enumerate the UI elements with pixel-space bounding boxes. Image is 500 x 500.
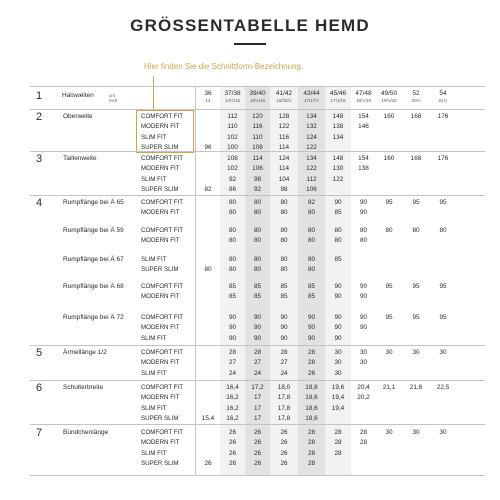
- fit-label: MODERN FIT: [141, 439, 180, 447]
- table-cell: 124: [278, 155, 290, 162]
- table-cell: 30: [334, 369, 342, 377]
- fit-hint-text: Hier finden Sie die Schnittform-Bezeichnung.: [144, 62, 304, 71]
- fit-label: SLIM FIT: [141, 133, 167, 141]
- measurement-label: Rumpflänge bei Ä 68: [63, 283, 124, 290]
- table-cell: 154: [358, 155, 369, 162]
- table-cell: 17,8: [277, 394, 291, 402]
- table-cell: 80: [280, 209, 288, 217]
- size-header-cell: [430, 91, 456, 103]
- table-cell: 28: [334, 449, 342, 457]
- table-cell: 90: [334, 283, 342, 290]
- table-cell: 106: [252, 165, 263, 173]
- title-underline: [234, 43, 266, 45]
- table-cell: 176: [437, 155, 449, 162]
- table-cell: 22,5: [436, 384, 450, 391]
- table-cell: 30: [359, 349, 368, 356]
- size-inch: 14½/15: [224, 97, 240, 103]
- table-cell: 106: [306, 185, 317, 193]
- table-cell: 100: [227, 143, 238, 151]
- table-cell: 134: [306, 155, 317, 162]
- table-cell: 18,6: [305, 404, 318, 412]
- row-divider: [30, 475, 485, 476]
- table-cell: 26: [253, 429, 262, 436]
- table-cell: 28: [307, 359, 316, 367]
- table-cell: 17: [253, 394, 262, 402]
- table-cell: 114: [278, 143, 290, 151]
- table-cell: 130: [332, 165, 344, 173]
- table-cell: 95: [385, 199, 393, 206]
- table-cell: 90: [307, 324, 316, 332]
- table-cell: 122: [306, 165, 317, 173]
- row-divider: [30, 345, 485, 346]
- table-cell: 85: [253, 293, 262, 301]
- table-cell: 85: [253, 283, 262, 290]
- table-cell: 28: [307, 459, 316, 467]
- table-cell: 95: [439, 314, 447, 321]
- table-cell: 124: [306, 133, 317, 141]
- table-cell: 20,2: [357, 394, 370, 402]
- measurement-label: Rumpflänge bei Ä 67: [63, 256, 124, 263]
- table-cell: 90: [228, 324, 237, 332]
- fit-label: COMFORT FIT: [141, 384, 184, 391]
- fit-label: SUPER SLIM: [141, 414, 179, 422]
- table-cell: 28: [280, 349, 288, 356]
- table-cell: 90: [359, 324, 368, 332]
- table-cell: 28: [307, 439, 316, 447]
- table-cell: 82: [204, 185, 212, 193]
- table-cell: 90: [334, 334, 342, 342]
- table-cell: 80: [253, 209, 262, 217]
- measurement-label: Ärmellänge 1/2: [63, 349, 107, 356]
- column-shade: [325, 86, 351, 475]
- size-inch: 18½/19: [355, 97, 371, 103]
- size-header-cell: [376, 91, 402, 103]
- table-cell: 19,6: [331, 384, 345, 391]
- size-inch: 20½: [411, 97, 421, 103]
- size-cm: 54: [439, 90, 447, 97]
- size-inch: 16/16½: [276, 97, 292, 103]
- size-header-cell: [351, 91, 376, 103]
- table-cell: 26: [253, 449, 262, 457]
- measurement-label: Rumpflänge bei Ä 72: [63, 314, 124, 321]
- table-cell: 80: [280, 256, 288, 263]
- table-cell: 85: [334, 256, 342, 263]
- unit-cm: cm: [109, 93, 115, 98]
- table-cell: 90: [359, 199, 368, 206]
- table-cell: 28: [334, 429, 342, 436]
- table-cell: 80: [359, 237, 368, 245]
- table-cell: 80: [228, 209, 237, 217]
- table-cell: 16,4: [226, 384, 239, 391]
- fit-label: MODERN FIT: [141, 123, 180, 131]
- table-cell: 90: [307, 334, 316, 342]
- table-cell: 176: [437, 113, 449, 120]
- header-unit: [109, 93, 117, 103]
- unit-inch: inch: [109, 98, 118, 103]
- table-cell: 17,8: [277, 414, 291, 422]
- table-cell: 132: [306, 123, 317, 131]
- table-cell: 90: [359, 293, 368, 301]
- fit-label: MODERN FIT: [141, 209, 180, 217]
- table-cell: 30: [359, 359, 368, 367]
- table-cell: 90: [334, 324, 342, 332]
- size-inch: 17/17½: [303, 97, 319, 103]
- table-cell: 80: [307, 256, 316, 263]
- fit-label: SLIM FIT: [141, 404, 167, 412]
- table-cell: 112: [227, 113, 238, 120]
- table-cell: 122: [278, 123, 290, 131]
- table-cell: 112: [306, 175, 317, 183]
- table-cell: 80: [228, 256, 237, 263]
- table-cell: 21,1: [382, 384, 396, 391]
- fit-label: MODERN FIT: [141, 237, 180, 245]
- table-cell: 95: [412, 199, 420, 206]
- table-cell: 20,4: [357, 384, 370, 391]
- table-cell: 90: [253, 324, 262, 332]
- table-cell: 95: [439, 283, 447, 290]
- table-cell: 30: [439, 349, 447, 356]
- measurement-label: Schulterbreite: [63, 384, 104, 391]
- table-cell: 90: [359, 283, 368, 290]
- table-cell: 85: [334, 209, 342, 217]
- table-cell: 18,6: [305, 394, 318, 402]
- row-divider: [30, 86, 485, 87]
- fit-label: COMFORT FIT: [141, 314, 184, 321]
- fit-label: COMFORT FIT: [141, 227, 184, 234]
- table-cell: 90: [228, 334, 237, 342]
- size-header-cell: [298, 91, 325, 103]
- table-cell: 80: [253, 256, 262, 263]
- table-cell: 90: [359, 209, 368, 217]
- fit-label: COMFORT FIT: [141, 429, 184, 436]
- size-cm: 43/44: [303, 90, 320, 97]
- measurement-label: Oberweite: [63, 113, 93, 120]
- table-cell: 96: [204, 143, 212, 151]
- table-cell: 90: [334, 199, 342, 206]
- table-cell: 138: [332, 123, 344, 131]
- row-number: 6: [36, 382, 43, 394]
- table-cell: 18,0: [277, 384, 291, 391]
- fit-label: MODERN FIT: [141, 293, 180, 301]
- table-cell: 30: [334, 349, 342, 356]
- table-cell: 30: [412, 429, 420, 436]
- table-cell: 82: [307, 199, 316, 206]
- table-cell: 18,6: [305, 414, 318, 422]
- table-cell: 80: [228, 199, 237, 206]
- fit-label: COMFORT FIT: [141, 113, 184, 120]
- table-cell: 18,8: [305, 384, 318, 391]
- table-cell: 160: [383, 155, 395, 162]
- size-inch: 19½/20: [381, 97, 397, 103]
- table-cell: 148: [332, 113, 344, 120]
- table-cell: 120: [252, 113, 263, 120]
- table-cell: 80: [253, 266, 262, 274]
- table-cell: 122: [306, 143, 317, 151]
- table-cell: 102: [227, 133, 238, 141]
- size-inch: 14: [205, 97, 211, 103]
- table-cell: 98: [253, 175, 262, 183]
- table-cell: 30: [385, 349, 393, 356]
- size-cm: 39/40: [249, 90, 266, 97]
- table-cell: 19,4: [331, 394, 345, 402]
- table-cell: 134: [306, 113, 317, 120]
- table-cell: 80: [307, 237, 316, 245]
- table-cell: 26: [253, 459, 262, 467]
- table-cell: 80: [280, 237, 288, 245]
- table-cell: 17,8: [277, 404, 291, 412]
- hint-connector-line: [153, 76, 154, 111]
- table-cell: 90: [334, 293, 342, 301]
- table-cell: 26: [228, 449, 237, 457]
- table-cell: 114: [252, 155, 263, 162]
- table-cell: 116: [278, 133, 290, 141]
- fit-label: COMFORT FIT: [141, 349, 184, 356]
- table-cell: 24: [253, 369, 262, 377]
- table-cell: 98: [280, 185, 288, 193]
- row-divider: [30, 109, 485, 110]
- table-cell: 80: [228, 227, 237, 234]
- table-cell: 90: [228, 314, 237, 321]
- table-cell: 80: [307, 209, 316, 217]
- table-cell: 90: [280, 314, 288, 321]
- row-number: 5: [36, 347, 43, 359]
- table-cell: 27: [253, 359, 262, 367]
- table-cell: 27: [280, 359, 288, 367]
- fit-label: SUPER SLIM: [141, 185, 179, 193]
- fit-label: SUPER SLIM: [141, 266, 179, 274]
- fit-label: MODERN FIT: [141, 165, 180, 173]
- table-cell: 80: [307, 266, 316, 274]
- table-cell: 85: [280, 293, 288, 301]
- size-inch: 15½/16: [249, 97, 265, 103]
- table-cell: 90: [280, 324, 288, 332]
- table-cell: 90: [280, 334, 288, 342]
- size-inch: 17½/18: [330, 97, 346, 103]
- table-cell: 148: [332, 155, 344, 162]
- table-cell: 110: [252, 133, 263, 141]
- fit-label: SUPER SLIM: [141, 143, 179, 151]
- table-cell: 26: [307, 369, 316, 377]
- table-cell: 28: [253, 349, 262, 356]
- row-number: 1: [36, 90, 43, 102]
- table-cell: 108: [252, 143, 263, 151]
- fit-label: SLIM FIT: [141, 256, 167, 263]
- table-cell: 95: [385, 283, 393, 290]
- table-cell: 95: [412, 314, 420, 321]
- fit-label: MODERN FIT: [141, 394, 180, 402]
- table-cell: 102: [227, 165, 238, 173]
- table-cell: 90: [253, 314, 262, 321]
- table-cell: 15,4: [201, 414, 215, 422]
- table-cell: 116: [252, 123, 263, 131]
- size-cm: 41/42: [275, 90, 293, 97]
- table-cell: 168: [410, 155, 422, 162]
- row-number: 2: [36, 111, 43, 123]
- measurement-label: Bündchenlänge: [63, 429, 109, 436]
- row-number: 7: [36, 427, 43, 439]
- table-cell: 26: [253, 439, 262, 447]
- table-cell: 108: [227, 155, 238, 162]
- table-cell: 80: [280, 199, 288, 206]
- table-cell: 95: [385, 314, 393, 321]
- table-cell: 17: [253, 414, 262, 422]
- size-cm: 36: [204, 90, 212, 97]
- table-cell: 90: [253, 334, 262, 342]
- table-cell: 26: [280, 429, 288, 436]
- table-cell: 168: [410, 113, 422, 120]
- table-cell: 128: [278, 113, 290, 120]
- table-cell: 28: [307, 429, 316, 436]
- table-cell: 26: [228, 459, 237, 467]
- fit-label: SLIM FIT: [141, 175, 167, 183]
- table-cell: 95: [439, 199, 447, 206]
- table-cell: 26: [280, 449, 288, 457]
- table-cell: 80: [204, 266, 212, 274]
- table-cell: 24: [228, 369, 237, 377]
- table-cell: 16,2: [226, 394, 239, 402]
- table-cell: 85: [307, 283, 316, 290]
- fit-label: SLIM FIT: [141, 369, 167, 377]
- table-cell: 30: [385, 429, 393, 436]
- size-header-cell: [325, 91, 351, 103]
- table-cell: 92: [253, 185, 262, 193]
- table-cell: 80: [253, 227, 262, 234]
- table-cell: 16,2: [226, 414, 239, 422]
- table-cell: 26: [228, 429, 237, 436]
- fit-label: SLIM FIT: [141, 334, 167, 342]
- table-cell: 27: [228, 359, 237, 367]
- table-cell: 28: [359, 439, 368, 447]
- header-label: Halsweiten: [62, 92, 94, 99]
- size-header-cell: [220, 91, 245, 103]
- table-cell: 26: [280, 439, 288, 447]
- table-cell: 26: [280, 459, 288, 467]
- table-cell: 80: [253, 199, 262, 206]
- table-cell: 85: [280, 283, 288, 290]
- table-cell: 90: [334, 314, 342, 321]
- table-cell: 104: [278, 175, 290, 183]
- row-divider: [30, 195, 485, 196]
- table-cell: 138: [358, 165, 369, 173]
- fit-label: MODERN FIT: [141, 359, 180, 367]
- table-cell: 80: [334, 227, 342, 234]
- size-header-cell: [402, 91, 430, 103]
- fit-label: SLIM FIT: [141, 449, 167, 457]
- fit-label: COMFORT FIT: [141, 283, 184, 290]
- table-cell: 80: [359, 227, 368, 234]
- table-cell: 17: [253, 404, 262, 412]
- size-cm: 37/38: [224, 90, 241, 97]
- fit-label: MODERN FIT: [141, 324, 180, 332]
- table-cell: 28: [228, 349, 237, 356]
- row-number: 3: [36, 153, 43, 165]
- page-title: GRÖSSENTABELLE HEMD: [130, 16, 370, 35]
- size-cm: 49/50: [380, 90, 398, 97]
- table-cell: 92: [228, 175, 237, 183]
- size-header-cell: [270, 91, 298, 103]
- fit-label: COMFORT FIT: [141, 155, 184, 162]
- row-divider: [30, 380, 485, 381]
- table-cell: 90: [359, 314, 368, 321]
- table-cell: 24: [280, 369, 288, 377]
- table-cell: 154: [358, 113, 369, 120]
- table-cell: 80: [228, 237, 237, 245]
- table-cell: 85: [307, 293, 316, 301]
- table-cell: 85: [228, 293, 237, 301]
- fit-label: SUPER SLIM: [141, 459, 179, 467]
- table-cell: 21,8: [409, 384, 423, 391]
- table-cell: 80: [280, 266, 288, 274]
- size-cm: 52: [412, 90, 420, 97]
- table-cell: 17,2: [251, 384, 264, 391]
- table-cell: 30: [439, 429, 447, 436]
- table-cell: 134: [332, 133, 344, 141]
- table-cell: 80: [253, 237, 262, 245]
- table-cell: 28: [359, 429, 368, 436]
- fit-label: COMFORT FIT: [141, 199, 184, 206]
- table-cell: 146: [358, 123, 369, 131]
- measurement-label: Taillenweite: [63, 155, 97, 162]
- measurement-label: Rumpflänge bei Ä 65: [63, 199, 124, 206]
- table-cell: 28: [307, 449, 316, 457]
- table-cell: 16,2: [226, 404, 239, 412]
- table-cell: 28: [334, 439, 342, 447]
- table-cell: 80: [439, 227, 447, 234]
- measurement-label: Rumpflänge bei Ä 59: [63, 227, 124, 234]
- table-cell: 80: [385, 227, 393, 234]
- table-cell: 80: [307, 227, 316, 234]
- table-cell: 86: [228, 185, 237, 193]
- size-cm: 47/48: [355, 90, 372, 97]
- row-number: 4: [36, 197, 43, 209]
- table-cell: 80: [412, 227, 420, 234]
- row-divider: [30, 424, 485, 425]
- table-cell: 110: [227, 123, 238, 131]
- table-cell: 85: [228, 283, 237, 290]
- table-cell: 114: [278, 165, 290, 173]
- table-cell: 90: [307, 314, 316, 321]
- size-header-cell: [245, 91, 270, 103]
- size-cm: 45/46: [329, 90, 347, 97]
- table-cell: 80: [334, 237, 342, 245]
- table-cell: 95: [412, 283, 420, 290]
- size-header-cell: [196, 91, 220, 103]
- table-cell: 80: [280, 227, 288, 234]
- table-cell: 26: [228, 439, 237, 447]
- table-cell: 30: [412, 349, 420, 356]
- table-cell: 19,4: [331, 404, 345, 412]
- table-cell: 30: [334, 359, 342, 367]
- table-cell: 122: [332, 175, 344, 183]
- table-cell: 26: [204, 459, 212, 467]
- table-cell: 80: [228, 266, 237, 274]
- size-inch: 21½: [438, 97, 448, 103]
- table-cell: 28: [307, 349, 316, 356]
- table-cell: 160: [383, 113, 395, 120]
